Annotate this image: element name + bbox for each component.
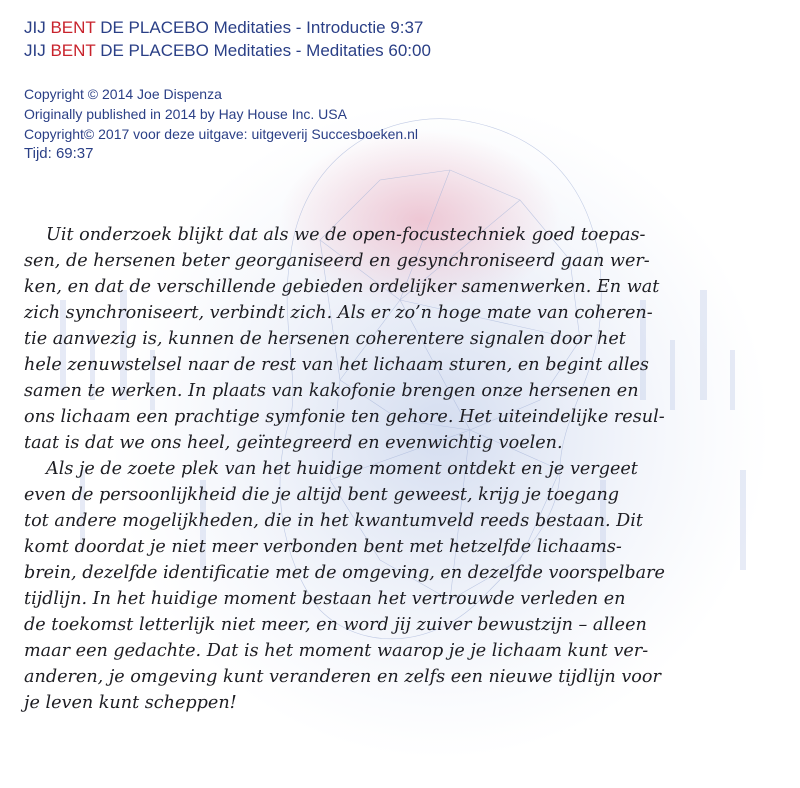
publisher-line: Originally published in 2014 by Hay House Inc. USA <box>24 106 347 122</box>
text-line: taat is dat we ons heel, geïntegreerd en evenwichtig voelen. <box>24 433 563 453</box>
text-line: even de persoonlijkheid die je altijd bent geweest, krijg je toegang <box>24 485 620 505</box>
title-line-introductie <box>24 16 784 39</box>
title-suffix: DE PLACEBO Meditaties - Introductie 9:37 <box>95 18 424 37</box>
duration-line: Tijd: 69:37 <box>24 145 94 162</box>
text-line: hele zenuwstelsel naar de rest van het lichaam sturen, en begint alles <box>24 355 649 375</box>
body-text <box>24 222 776 716</box>
text-line: zich synchroniseert, verbindt zich. Als er zo’n hoge mate van coheren- <box>24 303 653 323</box>
header <box>24 16 784 62</box>
text-line: tie aanwezig is, kunnen de hersenen coherentere signalen door het <box>24 329 626 349</box>
text-line: tot andere mogelijkheden, die in het kwantumveld reeds bestaan. Dit <box>24 511 643 531</box>
title-prefix: JIJ <box>24 41 51 60</box>
title-accent-word: BENT <box>50 18 96 37</box>
title-prefix: JIJ <box>24 18 51 37</box>
text-line: maar een gedachte. Dat is het moment waarop je je lichaam kunt ver- <box>24 641 649 661</box>
text-line: ons lichaam een prachtige symfonie ten gehore. Het uiteindelijke resul- <box>24 407 665 427</box>
text-line: de toekomst letterlijk niet meer, en word jij zuiver bewustzijn – alleen <box>24 615 647 635</box>
paragraph-1 <box>24 222 776 456</box>
copyright-block <box>24 84 784 164</box>
paragraph-2 <box>24 456 776 716</box>
text-line: sen, de hersenen beter georganiseerd en gesynchroniseerd gaan wer- <box>24 251 650 271</box>
title-accent-word: BENT <box>50 41 96 60</box>
text-line: komt doordat je niet meer verbonden bent met hetzelfde lichaams- <box>24 537 622 557</box>
text-line: Als je de zoete plek van het huidige moment ontdekt en je vergeet <box>46 459 638 479</box>
copyright-nl-line: Copyright© 2017 voor deze uitgave: uitgeverij Succesboeken.nl <box>24 126 418 142</box>
text-line: brein, dezelfde identificatie met de omgeving, en dezelfde voorspelbare <box>24 563 665 583</box>
text-line: je leven kunt scheppen! <box>24 693 237 713</box>
text-line: tijdlijn. In het huidige moment bestaan het vertrouwde verleden en <box>24 589 626 609</box>
text-line: ken, en dat de verschillende gebieden ordelijker samenwerken. En wat <box>24 277 660 297</box>
text-line: anderen, je omgeving kunt veranderen en zelfs een nieuwe tijdlijn voor <box>24 667 661 687</box>
title-suffix: DE PLACEBO Meditaties - Meditaties 60:00 <box>95 41 431 60</box>
text-line: samen te werken. In plaats van kakofonie brengen onze hersenen en <box>24 381 639 401</box>
title-line-meditaties <box>24 39 784 62</box>
text-line: Uit onderzoek blijkt dat als we de open-focustechniek goed toepas- <box>46 225 646 245</box>
copyright-line: Copyright © 2014 Joe Dispenza <box>24 86 222 102</box>
